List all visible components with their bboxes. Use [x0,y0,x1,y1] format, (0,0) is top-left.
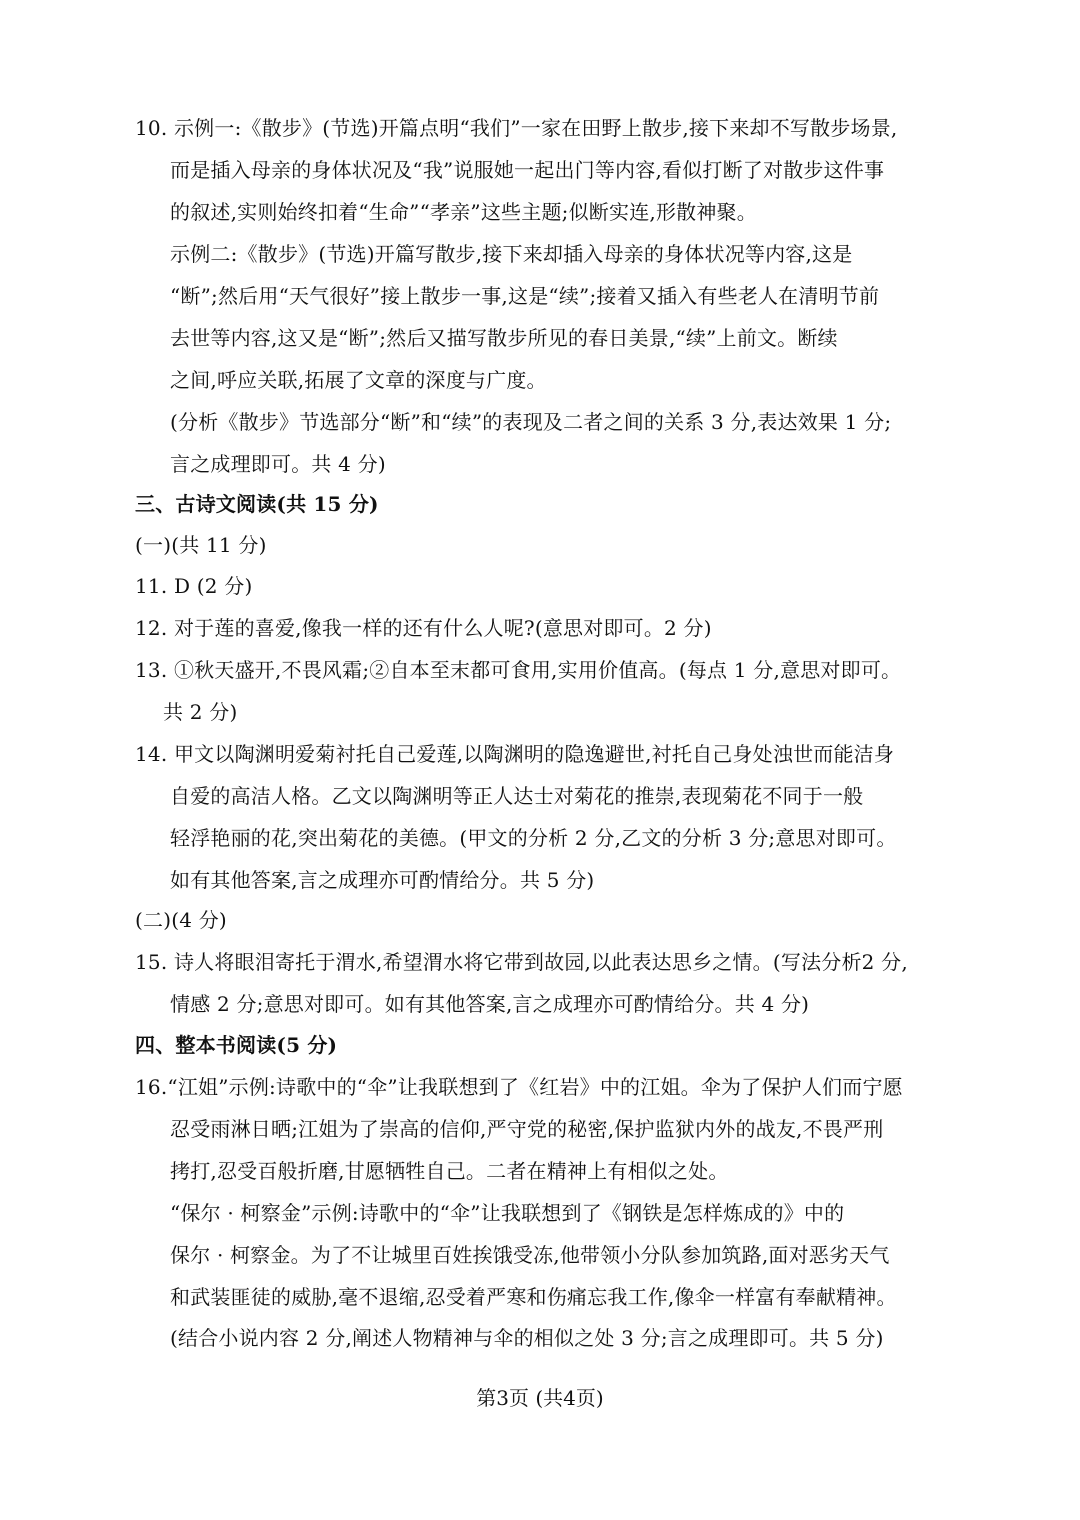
q10-line: “断”;然后用“天气很好”接上散步一事,这是“续”;接着又插入有些老人在清明节前 [170,284,880,308]
q10-scoring-note: 言之成理即可。共 4 分) [170,452,386,476]
q10-line: 之间,呼应关联,拓展了文章的深度与广度。 [170,368,547,392]
q10-line: 示例二:《散步》(节选)开篇写散步,接下来却插入母亲的身体状况等内容,这是 [170,242,853,266]
q16-answer: “保尔 · 柯察金”示例:诗歌中的“伞”让我联想到了《钢铁是怎样炼成的》中的 [170,1201,845,1225]
q10-line: 10. 示例一:《散步》(节选)开篇点明“我们”一家在田野上散步,接下来却不写散步场景, [135,116,898,140]
q10-line: 去世等内容,这又是“断”;然后又描写散步所见的春日美景,“续”上前文。断续 [170,326,838,350]
q15-answer: 情感 2 分;意思对即可。如有其他答案,言之成理亦可酌情给分。共 4 分) [170,992,810,1016]
q10-scoring-note: (分析《散步》节选部分“断”和“续”的表现及二者之间的关系 3 分,表达效果 1 分; [170,410,892,434]
q15-answer: 15. 诗人将眼泪寄托于渭水,希望渭水将它带到故园,以此表达思乡之情。(写法分析2 分, [135,950,908,974]
q10-line: 的叙述,实则始终扣着“生命”“孝亲”这些主题;似断实连,形散神聚。 [170,200,757,224]
q16-answer: 和武装匪徒的威胁,毫不退缩,忍受着严寒和伤痛忘我工作,像伞一样富有奉献精神。 [170,1285,897,1309]
q10-line: 而是插入母亲的身体状况及“我”说服她一起出门等内容,看似打断了对散步这件事 [170,158,885,182]
q14-answer: 轻浮艳丽的花,突出菊花的美德。(甲文的分析 2 分,乙文的分析 3 分;意思对即可。 [170,826,897,850]
q12-answer: 12. 对于莲的喜爱,像我一样的还有什么人呢?(意思对即可。2 分) [135,616,712,640]
subsection-1-heading: (一)(共 11 分) [135,533,267,557]
q16-scoring-note: (结合小说内容 2 分,阐述人物精神与伞的相似之处 3 分;言之成理即可。共 5 分) [170,1326,884,1350]
q14-answer: 自爱的高洁人格。乙文以陶渊明等正人达士对菊花的推崇,表现菊花不同于一般 [170,784,864,808]
q16-answer: 忍受雨淋日晒;江姐为了崇高的信仰,严守党的秘密,保护监狱内外的战友,不畏严刑 [170,1117,884,1141]
page-number: 第3页 (共4页) [476,1386,604,1410]
q16-answer: 16.“江姐”示例:诗歌中的“伞”让我联想到了《红岩》中的江姐。伞为了保护人们而宁愿 [135,1075,903,1099]
section-3-heading: 三、古诗文阅读(共 15 分) [135,492,379,516]
section-4-heading: 四、整本书阅读(5 分) [135,1033,338,1057]
q16-answer: 保尔 · 柯察金。为了不让城里百姓挨饿受冻,他带领小分队参加筑路,面对恶劣天气 [170,1243,890,1267]
q13-answer: 共 2 分) [163,700,238,724]
q14-answer: 如有其他答案,言之成理亦可酌情给分。共 5 分) [170,868,595,892]
q14-answer: 14. 甲文以陶渊明爱菊衬托自己爱莲,以陶渊明的隐逸避世,衬托自己身处浊世而能洁身 [135,742,895,766]
q11-answer: 11. D (2 分) [135,574,253,598]
q16-answer: 拷打,忍受百般折磨,甘愿牺牲自己。二者在精神上有相似之处。 [170,1159,729,1183]
q13-answer: 13. ①秋天盛开,不畏风霜;②自本至末都可食用,实用价值高。(每点 1 分,意思对即可。 [135,658,902,682]
subsection-2-heading: (二)(4 分) [135,908,227,932]
